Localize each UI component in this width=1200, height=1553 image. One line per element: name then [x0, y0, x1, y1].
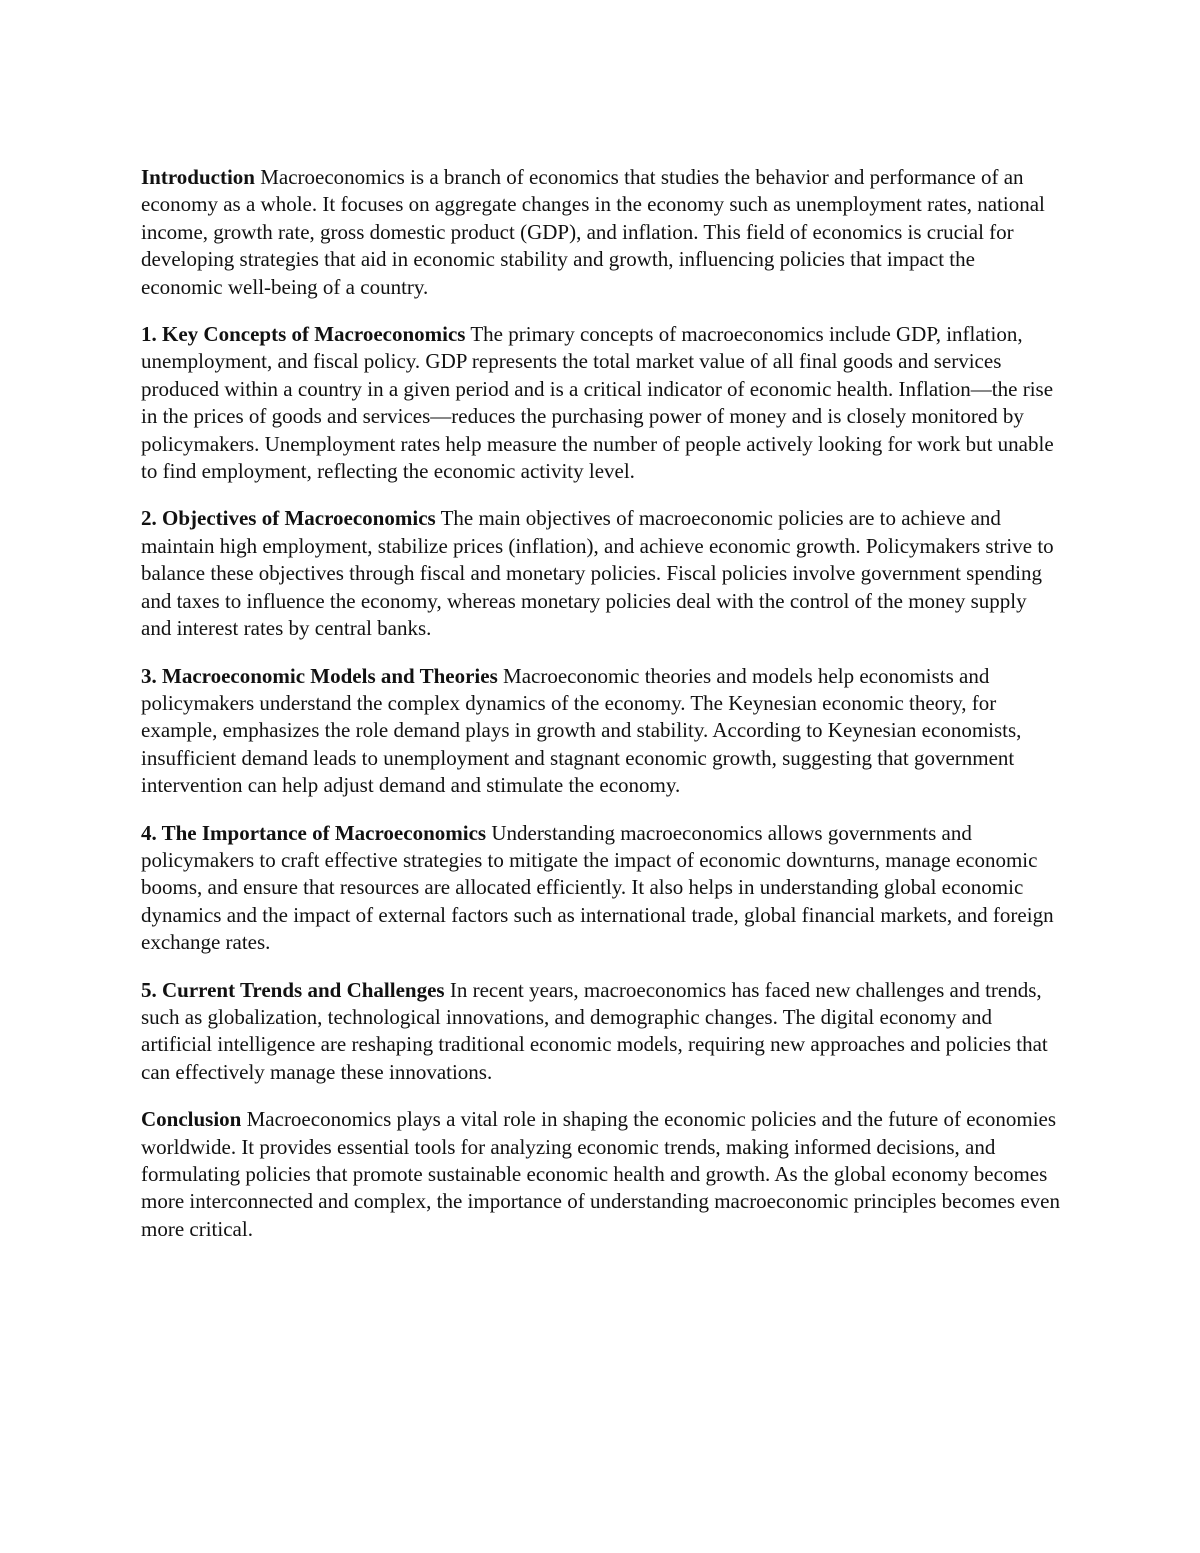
section-text: The main objectives of macroeconomic policies are to achieve and maintain high employment, stabilize prices (inflation), and achieve economic growth. Policymakers strive to balance these objectives through fiscal and monetary policies. Fiscal policies involve government spending and taxes to influence the economy, whereas monetary policies deal with the control of the money supply and interest rates by central banks.: [141, 506, 1054, 641]
section-key-concepts: [141, 321, 1061, 485]
section-heading: Introduction: [141, 165, 255, 189]
section-heading: 1. Key Concepts of Macroeconomics: [141, 322, 466, 347]
section-text: The primary concepts of macroeconomics include GDP, inflation, unemployment, and fiscal policy. GDP represents the total market value of all final goods and services produced within a country in a given period and is a critical indicator of economic health. Inflation—the rise in the prices of goods and services—reduces the purchasing power of money and is closely monitored by policymakers. Unemployment rates help measure the number of people actively looking for work but unable to find employment, reflecting the economic activity level.: [141, 322, 1054, 484]
section-heading: Conclusion: [141, 1107, 242, 1132]
section-text: Understanding macroeconomics allows governments and policymakers to craft effective strategies to mitigate the impact of economic downturns, manage economic booms, and ensure that resources are allocated efficiently. It also helps in understanding global economic dynamics and the impact of external factors such as international trade, global financial markets, and foreign exchange rates.: [141, 820, 1054, 955]
section-trends-challenges: [141, 977, 1061, 1087]
section-text: Macroeconomics is a branch of economics that studies the behavior and performance of an economy as a whole. It focuses on aggregate changes in the economy such as unemployment rates, national income, growth rate, gross domestic product (GDP), and inflation. This field of economics is crucial for developing strategies that aid in economic stability and growth, influencing policies that impact the economic well-being of a country.: [141, 165, 1045, 299]
section-text: Macroeconomic theories and models help economists and policymakers understand the complex dynamics of the economy. The Keynesian economic theory, for example, emphasizes the role demand plays in growth and stability. According to Keynesian economists, insufficient demand leads to unemployment and stagnant economic growth, suggesting that government intervention can help adjust demand and stimulate the economy.: [141, 663, 1022, 798]
section-text: Macroeconomics plays a vital role in shaping the economic policies and the future of economies worldwide. It provides essential tools for analyzing economic trends, making informed decisions, and formulating policies that promote sustainable economic health and growth. As the global economy becomes more interconnected and complex, the importance of understanding macroeconomic principles becomes even more critical.: [141, 1107, 1060, 1241]
document-body: [141, 164, 1061, 1263]
section-objectives: [141, 505, 1061, 642]
section-importance: [141, 820, 1061, 957]
section-heading: 2. Objectives of Macroeconomics: [141, 506, 436, 531]
section-heading: 5. Current Trends and Challenges: [141, 977, 445, 1002]
section-introduction: [141, 164, 1061, 301]
section-heading: 3. Macroeconomic Models and Theories: [141, 663, 498, 688]
section-models-theories: [141, 663, 1061, 800]
section-heading: 4. The Importance of Macroeconomics: [141, 820, 487, 845]
section-text: In recent years, macroeconomics has faced new challenges and trends, such as globalization, technological innovations, and demographic changes. The digital economy and artificial intelligence are reshaping traditional economic models, requiring new approaches and policies that can effectively manage these innovations.: [141, 977, 1048, 1084]
section-conclusion: [141, 1106, 1061, 1243]
